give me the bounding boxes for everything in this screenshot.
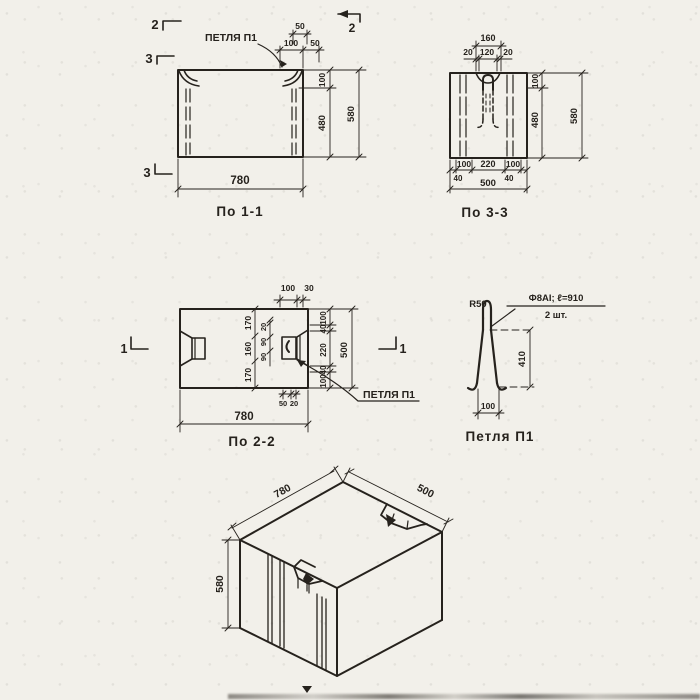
view-section-2-2: [100, 270, 420, 460]
dim-160: 160: [243, 341, 253, 357]
dim-120: 120: [479, 47, 495, 57]
loop-label: ПЕТЛЯ П1: [363, 389, 415, 401]
dim-20-small: 20: [289, 399, 299, 408]
rebar-spec-callout: [492, 293, 605, 326]
section-2-marker: 2: [151, 17, 159, 32]
dimension-height: [214, 537, 240, 631]
dim-580: 580: [214, 575, 226, 593]
page-mark: [302, 686, 312, 693]
view-section-3-3: [430, 20, 625, 235]
view-title-2-2: По 2-2: [228, 434, 276, 449]
dimensions-bottom: [447, 159, 530, 193]
dim-50-top: 50: [295, 21, 305, 31]
scan-smudge-strip: [228, 694, 700, 699]
dim-500: 500: [480, 178, 496, 189]
view-title-loop: Петля П1: [465, 429, 535, 444]
dim-20-inner: 20: [259, 322, 268, 332]
dim-100-bot-b: 100: [505, 159, 521, 169]
dim-100-right: 100: [317, 72, 327, 88]
dim-170-a: 170: [243, 315, 253, 331]
dimensions-right-chain: [308, 306, 358, 391]
dim-40-r-b: 40: [319, 365, 328, 375]
dimension-depth: [343, 468, 453, 532]
dim-220: 220: [480, 159, 496, 169]
view-title-1-1: По 1-1: [216, 204, 264, 219]
dim-780: 780: [230, 175, 250, 187]
dimensions-top: [463, 33, 513, 71]
rebar-qty: 2 шт.: [544, 310, 568, 321]
dim-500: 500: [414, 482, 436, 501]
loop-recess-front: [294, 560, 322, 593]
dim-20-right: 20: [503, 47, 513, 57]
dimensions-mid-chain: [243, 306, 273, 391]
rebar-spec: Ф8АI; ℓ=910: [528, 293, 584, 304]
section-2-marker-right: 2: [348, 21, 356, 35]
block-outline: [450, 73, 527, 158]
dimensions-right: [527, 70, 588, 161]
section-1-marker-left: 1: [120, 342, 128, 356]
view-title-3-3: По 3-3: [461, 205, 509, 220]
dim-30: 30: [304, 283, 314, 293]
dimensions-bottom-small: [279, 390, 300, 408]
block-body: [240, 482, 442, 676]
dim-100-right: 100: [530, 73, 540, 89]
view-isometric: [210, 460, 490, 700]
dim-100-top: 100: [283, 38, 299, 48]
dim-90-a: 90: [259, 337, 268, 347]
dimensions-top: [274, 283, 314, 307]
dim-580: 580: [569, 108, 580, 124]
dim-20-left: 20: [463, 47, 473, 57]
dim-410: 410: [517, 351, 528, 367]
dim-220-r: 220: [319, 343, 328, 357]
section-3-marker-bottom: 3: [143, 165, 151, 180]
dimensions-top: [275, 21, 324, 68]
dim-40-r-a: 40: [319, 324, 328, 334]
dim-780: 780: [234, 411, 254, 423]
view-loop-detail: [430, 280, 625, 450]
block-outline: [178, 70, 303, 157]
dim-480: 480: [317, 115, 328, 131]
section-1-marker-right: 1: [399, 342, 407, 356]
loop-recess-right: [282, 330, 308, 366]
dimension-length: [228, 466, 343, 540]
dimensions-right: [299, 67, 366, 160]
dim-100-r-b: 100: [319, 374, 328, 388]
dim-50-small: 50: [278, 399, 288, 408]
dim-100-bot-a: 100: [456, 159, 472, 169]
dim-50-top-b: 50: [310, 38, 320, 48]
dim-480: 480: [530, 112, 541, 128]
dim-160: 160: [480, 33, 496, 43]
dim-580: 580: [346, 106, 357, 122]
dimension-base: [473, 389, 504, 419]
loop-bar: [468, 301, 506, 390]
view-section-1-1: [110, 0, 395, 235]
dim-170-b: 170: [243, 367, 253, 383]
dim-40-b: 40: [504, 174, 514, 183]
dim-100: 100: [480, 401, 496, 411]
dim-90-b: 90: [259, 352, 268, 362]
loop-recess-left: [180, 331, 205, 366]
dim-40-a: 40: [453, 174, 463, 183]
loop-callout: [205, 32, 287, 67]
loop-label: ПЕТЛЯ П1: [205, 32, 257, 44]
dim-100-top: 100: [280, 283, 296, 293]
section-3-marker-top: 3: [145, 51, 153, 66]
dimension-width: [175, 159, 306, 197]
dim-100-r-a: 100: [319, 311, 328, 325]
radius-label: R50: [469, 299, 487, 310]
dim-780: 780: [271, 481, 294, 501]
dim-500: 500: [339, 342, 350, 358]
